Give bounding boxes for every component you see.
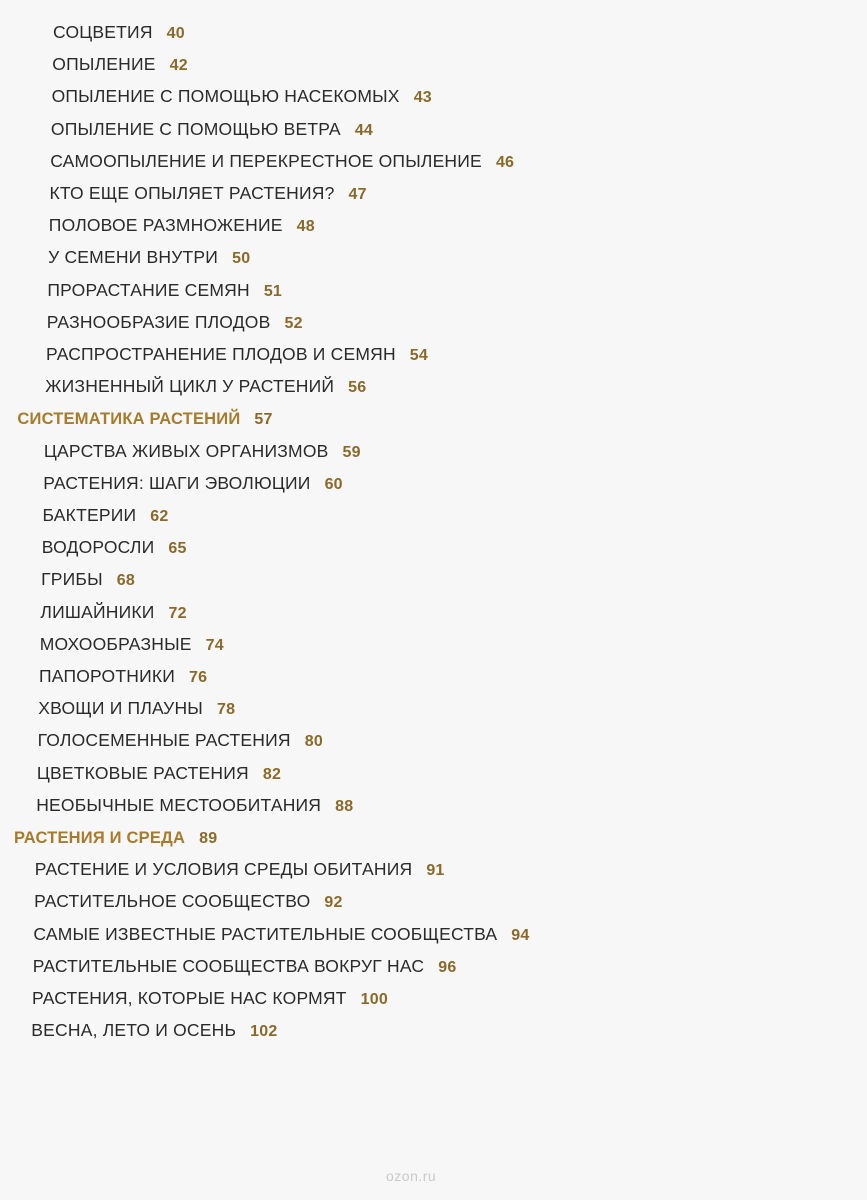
toc-entry	[31, 1020, 277, 1041]
toc-entry-title: НЕОБЫЧНЫЕ МЕСТООБИТАНИЯ	[36, 794, 322, 815]
toc-entry	[39, 666, 207, 687]
toc-entry	[49, 215, 315, 236]
toc-entry-page-number: 47	[348, 186, 367, 203]
toc-entry-page-number: 96	[438, 958, 457, 976]
toc-entry	[45, 376, 366, 397]
toc-entry	[44, 441, 361, 462]
toc-entry-title: ПОЛОВОЕ РАЗМНОЖЕНИЕ	[48, 215, 283, 236]
toc-entry	[47, 280, 282, 301]
toc-entry-title: ПАПОРОТНИКИ	[39, 666, 176, 686]
toc-entry-page-number: 76	[189, 669, 208, 686]
toc-entry-page-number: 43	[413, 89, 432, 107]
toc-entry-page-number: 62	[150, 508, 169, 525]
toc-entry-title: ЖИЗНЕННЫЙ ЦИКЛ У РАСТЕНИЙ	[45, 376, 335, 397]
toc-entry-title: РАСТЕНИЯ И СРЕДА	[14, 829, 186, 847]
toc-entry	[33, 924, 529, 945]
toc-entry-page-number: 94	[511, 926, 530, 944]
toc-entry-page-number: 48	[296, 218, 315, 236]
toc-entry-title: КТО ЕЩЕ ОПЫЛЯЕТ РАСТЕНИЯ?	[49, 183, 335, 203]
toc-entry-page-number: 65	[168, 540, 187, 558]
toc-entry-page-number: 89	[199, 830, 218, 847]
toc-section-heading	[17, 408, 272, 429]
toc-entry-page-number: 52	[284, 314, 303, 332]
toc-entry-page-number: 68	[116, 572, 135, 590]
toc-entry	[36, 795, 353, 816]
toc-entry-page-number: 59	[342, 443, 361, 461]
toc-entry-page-number: 42	[169, 57, 188, 75]
toc-entry-title: САМЫЕ ИЗВЕСТНЫЕ РАСТИТЕЛЬНЫЕ СООБЩЕСТВА	[33, 923, 498, 944]
toc-entry	[40, 602, 186, 623]
toc-entry-title: СИСТЕМАТИКА РАСТЕНИЙ	[17, 410, 241, 429]
toc-entry	[52, 54, 188, 75]
toc-entry-title: ОПЫЛЕНИЕ С ПОМОЩЬЮ НАСЕКОМЫХ	[51, 86, 400, 107]
toc-entry-title: ГОЛОСЕМЕННЫЕ РАСТЕНИЯ	[37, 730, 291, 751]
toc-entry-title: РАСПРОСТРАНЕНИЕ ПЛОДОВ И СЕМЯН	[46, 344, 396, 364]
toc-entry	[32, 988, 388, 1009]
toc-entry	[47, 312, 303, 333]
toc-entry	[51, 119, 373, 140]
toc-entry-title: ХВОЩИ И ПЛАУНЫ	[38, 698, 203, 719]
toc-entry	[40, 634, 224, 655]
toc-entry-title: ПРОРАСТАНИЕ СЕМЯН	[47, 279, 250, 300]
toc-entry	[38, 698, 235, 719]
toc-entry-page-number: 102	[250, 1023, 278, 1041]
toc-entry-page-number: 72	[168, 604, 187, 622]
toc-entry-title: МОХООБРАЗНЫЕ	[39, 633, 192, 654]
toc-entry-page-number: 92	[324, 894, 343, 912]
toc-entry	[38, 730, 323, 751]
toc-entry	[53, 22, 185, 43]
toc-entry-page-number: 51	[263, 282, 283, 300]
toc-section-heading	[14, 827, 217, 848]
toc-entry	[43, 473, 343, 494]
toc-entry	[46, 344, 428, 365]
toc-entry-page-number: 50	[232, 250, 251, 268]
toc-entry-page-number: 82	[262, 765, 282, 783]
toc-entry-title: РАСТИТЕЛЬНОЕ СООБЩЕСТВО	[34, 891, 311, 912]
toc-entry-title: ОПЫЛЕНИЕ	[52, 54, 156, 75]
toc-entry-title: РАСТЕНИЯ, КОТОРЫЕ НАС КОРМЯТ	[32, 988, 347, 1008]
toc-entry-title: БАКТЕРИИ	[42, 505, 137, 525]
toc-entry	[33, 956, 457, 977]
toc-entry	[48, 247, 250, 268]
toc-entry-page-number: 74	[205, 636, 224, 654]
toc-entry-title: ГРИБЫ	[41, 569, 103, 590]
toc-entry	[34, 891, 343, 912]
toc-entry-page-number: 91	[426, 862, 445, 880]
toc-entry	[35, 859, 445, 880]
toc-entry-page-number: 60	[324, 475, 343, 493]
toc-entry-page-number: 56	[348, 379, 367, 397]
toc-entry-page-number: 80	[304, 733, 323, 751]
toc-entry-title: РАЗНООБРАЗИЕ ПЛОДОВ	[46, 311, 271, 332]
toc-entry-page-number: 46	[495, 153, 515, 171]
toc-entry-page-number: 54	[409, 347, 428, 364]
toc-entry-page-number: 88	[335, 797, 354, 815]
toc-entry-page-number: 57	[254, 411, 273, 429]
toc-entry-title: РАСТЕНИЕ И УСЛОВИЯ СРЕДЫ ОБИТАНИЯ	[34, 859, 413, 880]
toc-entry-title: У СЕМЕНИ ВНУТРИ	[48, 247, 219, 268]
toc-entry-title: ЦВЕТКОВЫЕ РАСТЕНИЯ	[36, 762, 249, 783]
toc-entry-title: ВОДОРОСЛИ	[41, 537, 155, 558]
toc-entry-page-number: 78	[216, 701, 236, 719]
toc-entry-title: РАСТИТЕЛЬНЫЕ СООБЩЕСТВА ВОКРУГ НАС	[32, 955, 425, 976]
toc-entry-title: ВЕСНА, ЛЕТО И ОСЕНЬ	[31, 1020, 237, 1041]
toc-entry	[50, 183, 367, 204]
watermark: ozon.ru	[386, 1168, 437, 1184]
toc-entry-page-number: 40	[166, 25, 185, 42]
toc-entry	[42, 537, 187, 558]
toc-entry-page-number: 44	[354, 121, 374, 139]
toc-entry-title: СОЦВЕТИЯ	[53, 22, 153, 42]
toc-entry-title: ЦАРСТВА ЖИВЫХ ОРГАНИЗМОВ	[43, 440, 329, 461]
toc-entry	[43, 505, 169, 526]
toc-entry	[52, 86, 432, 107]
toc-entry	[50, 151, 514, 172]
toc-entry-title: РАСТЕНИЯ: ШАГИ ЭВОЛЮЦИИ	[43, 472, 311, 493]
toc-entry-title: САМООПЫЛЕНИЕ И ПЕРЕКРЕСТНОЕ ОПЫЛЕНИЕ	[50, 150, 482, 171]
toc-entry	[37, 763, 281, 784]
toc-entry-title: ЛИШАЙНИКИ	[40, 601, 155, 622]
toc-entry	[41, 569, 135, 590]
toc-entry-page-number: 100	[360, 991, 388, 1008]
toc-entry-title: ОПЫЛЕНИЕ С ПОМОЩЬЮ ВЕТРА	[50, 118, 341, 139]
